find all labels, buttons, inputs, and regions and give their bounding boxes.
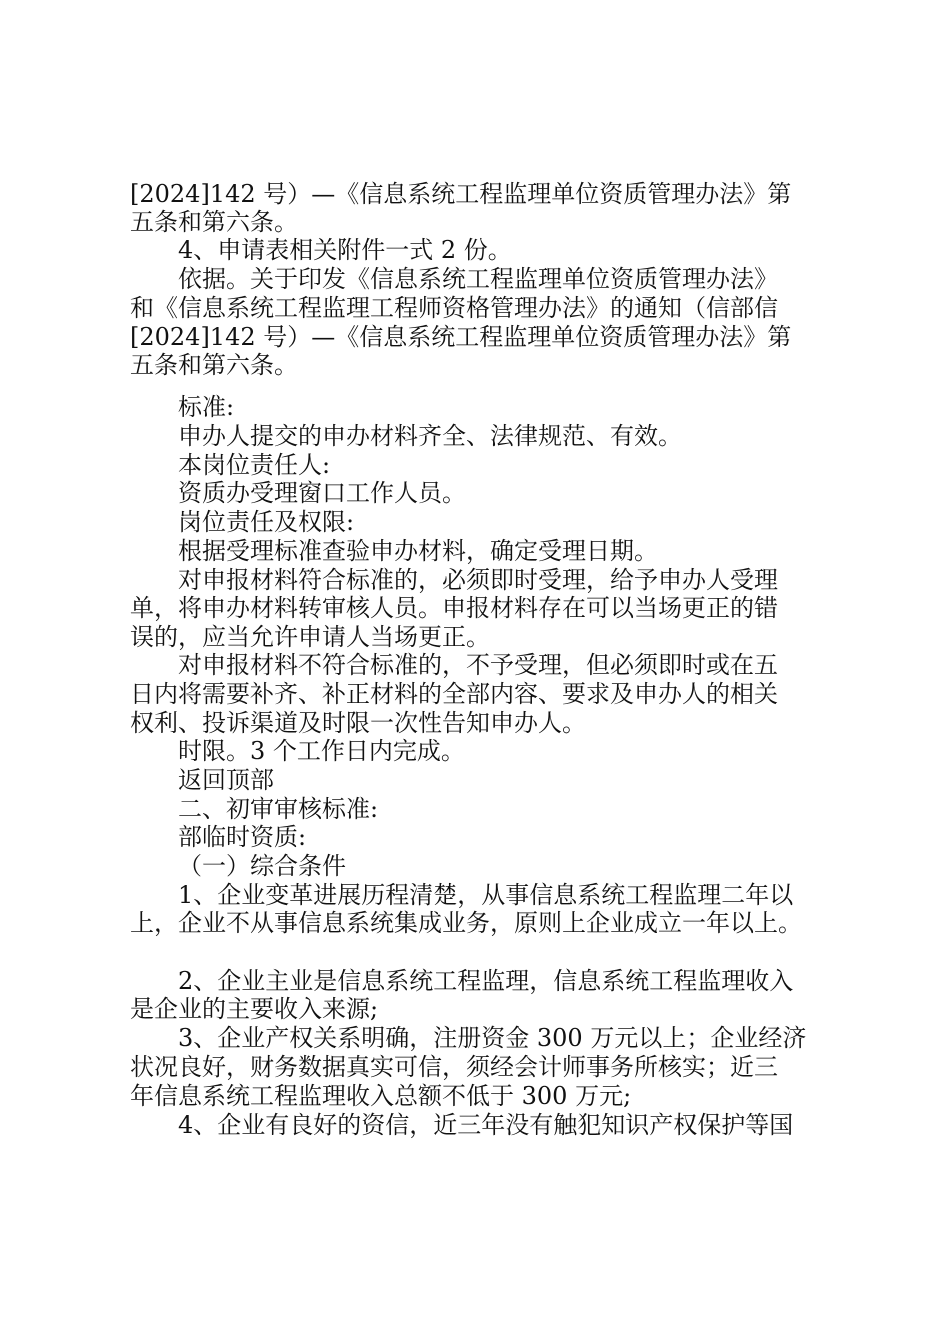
text-line: 2、企业主业是信息系统工程监理，信息系统工程监理收入 [178, 967, 794, 995]
text-line: 上，企业不从事信息系统集成业务，原则上企业成立一年以上。 [130, 909, 802, 937]
text-line: 对申报材料不符合标准的，不予受理，但必须即时或在五 [178, 651, 778, 679]
text-line: 返回顶部 [178, 766, 274, 794]
text-line: 部临时资质: [178, 823, 307, 851]
text-line: 岗位责任及权限: [178, 508, 355, 536]
text-line: 4、申请表相关附件一式 2 份。 [178, 236, 512, 264]
text-line: 标准: [178, 393, 235, 421]
text-line: 本岗位责任人: [178, 451, 331, 479]
text-line: 单，将申办材料转审核人员。申报材料存在可以当场更正的错 [130, 594, 778, 622]
text-line: 二、初审审核标准: [178, 795, 379, 823]
text-line: 资质办受理窗口工作人员。 [178, 479, 466, 507]
text-line: 是企业的主要收入来源; [130, 995, 379, 1023]
text-line: 根据受理标准查验申办材料，确定受理日期。 [178, 537, 658, 565]
text-line: 时限。3 个工作日内完成。 [178, 737, 465, 765]
text-line: 误的，应当允许申请人当场更正。 [130, 623, 490, 651]
text-line: （一）综合条件 [178, 852, 346, 880]
text-line: 依据。关于印发《信息系统工程监理单位资质管理办法》 [178, 265, 778, 293]
text-line: 申办人提交的申办材料齐全、法律规范、有效。 [178, 422, 682, 450]
text-line: 日内将需要补齐、补正材料的全部内容、要求及申办人的相关 [130, 680, 778, 708]
text-line: 年信息系统工程监理收入总额不低于 300 万元; [130, 1082, 632, 1110]
text-line: [2024]142 号）—《信息系统工程监理单位资质管理办法》第 [130, 180, 792, 208]
text-line: [2024]142 号）—《信息系统工程监理单位资质管理办法》第 [130, 323, 792, 351]
text-line: 对申报材料符合标准的，必须即时受理，给予申办人受理 [178, 566, 778, 594]
text-line: 权利、投诉渠道及时限一次性告知申办人。 [130, 709, 586, 737]
text-line: 4、企业有良好的资信，近三年没有触犯知识产权保护等国 [178, 1111, 794, 1139]
text-line: 3、企业产权关系明确，注册资金 300 万元以上；企业经济 [178, 1024, 807, 1052]
text-line: 五条和第六条。 [130, 351, 298, 379]
text-line: 五条和第六条。 [130, 208, 298, 236]
text-line: 和《信息系统工程监理工程师资格管理办法》的通知（信部信 [130, 294, 778, 322]
text-line: 1、企业变革进展历程清楚，从事信息系统工程监理二年以 [178, 881, 794, 909]
text-line: 状况良好，财务数据真实可信，须经会计师事务所核实；近三 [130, 1053, 778, 1081]
